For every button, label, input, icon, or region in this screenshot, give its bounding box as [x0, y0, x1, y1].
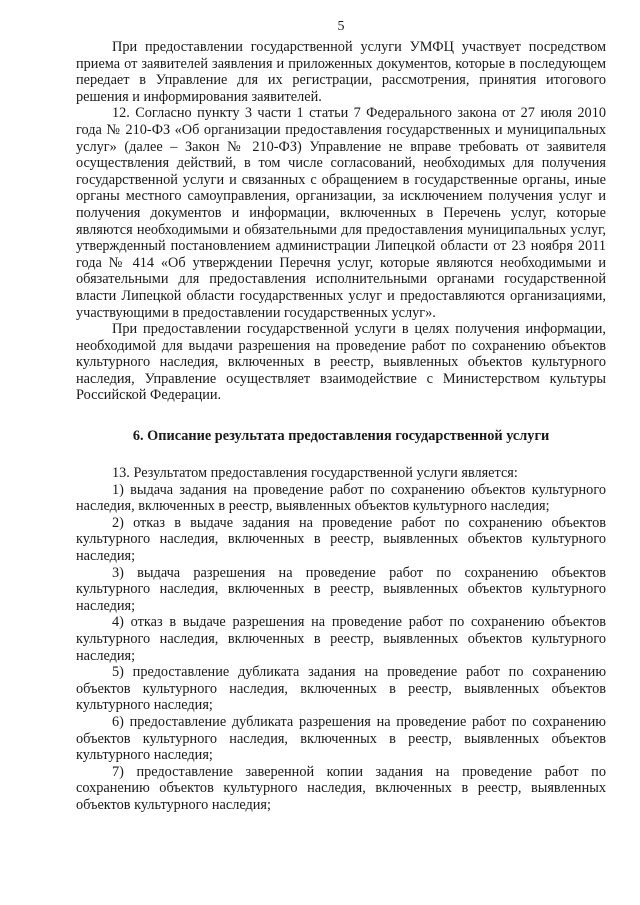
result-item-4: 4) отказ в выдаче разрешения на проведение работ по сохранению объектов культурного наследия, включенных в реестр, выявленных объектов культурного наследия; [76, 614, 606, 664]
document-page [76, 18, 606, 814]
paragraph-item-13: 13. Результатом предоставления государственной услуги является: [112, 465, 518, 482]
result-item-7: 7) предоставление заверенной копии задания на проведение работ по сохранению объектов культурного наследия, включенных в реестр, выявленных объектов культурного наследия; [76, 763, 606, 813]
result-item-6: 6) предоставление дубликата разрешения на проведение работ по сохранению объектов культурного наследия, включенных в реестр, выявленных объектов культурного наследия; [76, 713, 606, 764]
result-item-1: 1) выдача задания на проведение работ по сохранению объектов культурного наследия, включенных в реестр, выявленных объектов культурного наследия; [76, 481, 606, 515]
result-item-2: 2) отказ в выдаче задания на проведение работ по сохранению объектов культурного наследия, включенных в реестр, выявленных объектов культурного наследия; [76, 514, 606, 565]
section-heading: 6. Описание результата предоставления государственной услуги [132, 428, 550, 445]
paragraph-ministry-interaction: При предоставлении государственной услуги в целях получения информации, необходимой для выдачи разрешения на проведение работ по сохранению объектов культурного наследия, включенных в реестр, выявленных объектов культурного наследия, Управление осуществляет взаимодействие с Министерством культуры Российской Федерации. [76, 321, 606, 404]
result-item-5: 5) предоставление дубликата задания на проведение работ по сохранению объектов культурного наследия, включенных в реестр, выявленных объектов культурного наследия; [76, 664, 606, 714]
paragraph-umfc-role: При предоставлении государственной услуги УМФЦ участвует посредством приема от заявителей заявления и приложенных документов, которые в последующем передает в Управление для их регистрации, рассмотрения, принятия итогового решения и информирования заявителей. [76, 39, 606, 105]
paragraph-item-12: 12. Согласно пункту 3 части 1 статьи 7 Федерального закона от 27 июля 2010 года № 210-ФЗ «Об организации предоставления государственных и муниципальных услуг» (далее – Закон № 210-ФЗ) Управление не вправе требовать от заявителя осуществления действий, в том числе согласований, необходимых для получения государственной услуги и связанных с обращением в государственные органы, иные органы местного самоуправления, организации, за исключением получения услуг и получения документов и информации, включенных в Перечень услуг, которые являются необходимыми и обязательными для предоставления муниципальных услуг, утвержденный постановлением администрации Липецкой области от 23 ноября 2011 года № 414 «Об утверждении Перечня услуг, которые являются необходимыми и обязательными для предоставления исполнительными органами государственной власти Липецкой области государственных услуг и предоставляются организациями, участвующими в предоставлении государственных услуг». [76, 105, 606, 321]
result-item-3: 3) выдача разрешения на проведение работ по сохранению объектов культурного наследия, включенных в реестр, выявленных объектов культурного наследия; [76, 564, 606, 614]
page-number: 5 [337, 19, 345, 34]
